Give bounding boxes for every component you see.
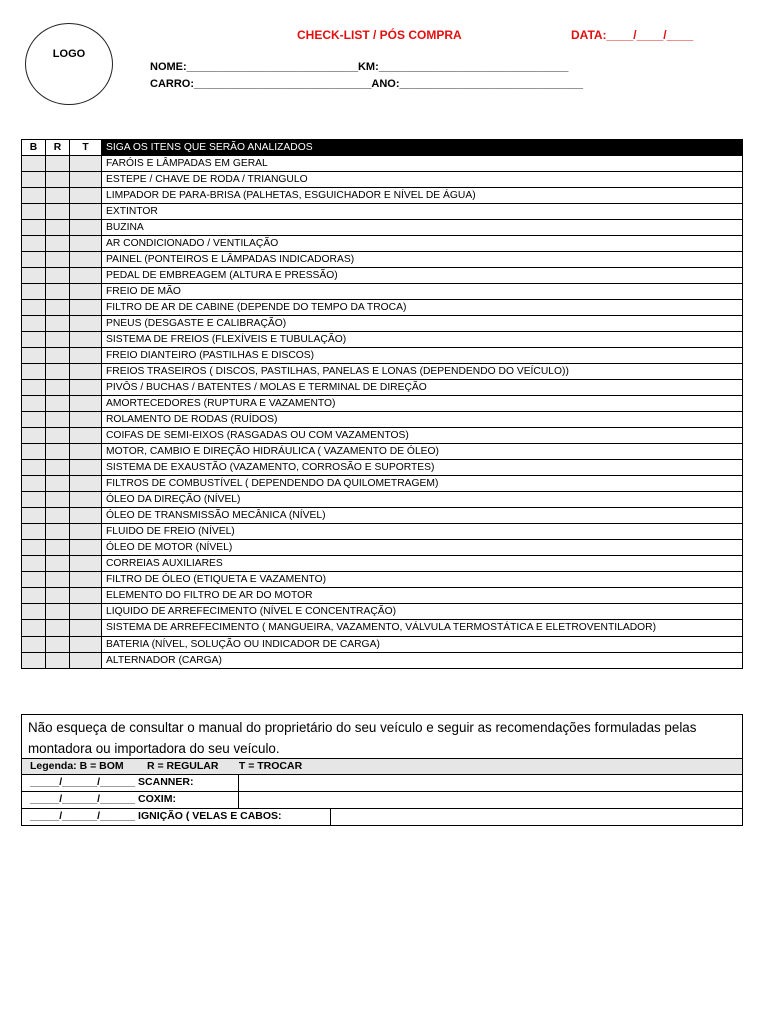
checkbox-t[interactable] [70, 316, 102, 332]
checkbox-b[interactable] [22, 204, 46, 220]
table-row [22, 220, 743, 236]
checkbox-r[interactable] [46, 460, 70, 476]
checkbox-r[interactable] [46, 220, 70, 236]
checkbox-t[interactable] [70, 637, 102, 653]
table-row [22, 444, 743, 460]
table-row [22, 460, 743, 476]
checkbox-t[interactable] [70, 236, 102, 252]
checkbox-b[interactable] [22, 332, 46, 348]
checkbox-r[interactable] [46, 348, 70, 364]
col-header-r: R [46, 140, 70, 156]
checklist-item-label: FILTRO DE AR DE CABINE (DEPENDE DO TEMPO DA TROCA) [102, 300, 743, 316]
checklist-item-label: SISTEMA DE ARREFECIMENTO ( MANGUEIRA, VAZAMENTO, VÁLVULA TERMOSTÁTICA E ELETROVENTILADOR) [102, 620, 743, 637]
checkbox-b[interactable] [22, 572, 46, 588]
table-row [22, 188, 743, 204]
table-row [22, 412, 743, 428]
checkbox-t[interactable] [70, 172, 102, 188]
checkbox-b[interactable] [22, 364, 46, 380]
checkbox-r[interactable] [46, 156, 70, 172]
checkbox-t[interactable] [70, 460, 102, 476]
checkbox-b[interactable] [22, 268, 46, 284]
checkbox-t[interactable] [70, 428, 102, 444]
checkbox-t[interactable] [70, 444, 102, 460]
table-row [22, 396, 743, 412]
checklist-item-label: FARÓIS E LÂMPADAS EM GERAL [102, 156, 743, 172]
checkbox-r[interactable] [46, 380, 70, 396]
checkbox-r[interactable] [46, 204, 70, 220]
checklist-item-label: AR CONDICIONADO / VENTILAÇÃO [102, 236, 743, 252]
checkbox-t[interactable] [70, 524, 102, 540]
table-row [22, 332, 743, 348]
checkbox-b[interactable] [22, 540, 46, 556]
checkbox-t[interactable] [70, 300, 102, 316]
checklist-item-label: BUZINA [102, 220, 743, 236]
col-header-t: T [70, 140, 102, 156]
checkbox-r[interactable] [46, 444, 70, 460]
checklist-item-label: ÓLEO DE MOTOR (NÍVEL) [102, 540, 743, 556]
checklist-item-label: AMORTECEDORES (RUPTURA E VAZAMENTO) [102, 396, 743, 412]
checklist-table [21, 139, 743, 669]
checkbox-b[interactable] [22, 508, 46, 524]
checkbox-b[interactable] [22, 172, 46, 188]
table-row [22, 604, 743, 620]
footer-row-scanner [21, 775, 743, 792]
checkbox-r[interactable] [46, 300, 70, 316]
checkbox-r[interactable] [46, 620, 70, 637]
table-row [22, 348, 743, 364]
checkbox-b[interactable] [22, 188, 46, 204]
footer-divider [330, 809, 331, 825]
checkbox-t[interactable] [70, 572, 102, 588]
checkbox-t[interactable] [70, 556, 102, 572]
checklist-item-label: FLUIDO DE FREIO (NÍVEL) [102, 524, 743, 540]
checklist-item-label: FILTROS DE COMBUSTÍVEL ( DEPENDENDO DA QUILOMETRAGEM) [102, 476, 743, 492]
checkbox-r[interactable] [46, 524, 70, 540]
table-row [22, 380, 743, 396]
table-row [22, 172, 743, 188]
checkbox-t[interactable] [70, 252, 102, 268]
checkbox-t[interactable] [70, 348, 102, 364]
checkbox-b[interactable] [22, 252, 46, 268]
checkbox-t[interactable] [70, 508, 102, 524]
table-row [22, 492, 743, 508]
checkbox-b[interactable] [22, 220, 46, 236]
checkbox-t[interactable] [70, 380, 102, 396]
checkbox-t[interactable] [70, 268, 102, 284]
checklist-item-label: SISTEMA DE EXAUSTÃO (VAZAMENTO, CORROSÃO E SUPORTES) [102, 460, 743, 476]
checkbox-b[interactable] [22, 428, 46, 444]
checklist-item-label: ELEMENTO DO FILTRO DE AR DO MOTOR [102, 588, 743, 604]
checklist-item-label: PIVÔS / BUCHAS / BATENTES / MOLAS E TERMINAL DE DIREÇÃO [102, 380, 743, 396]
checklist-item-label: CORREIAS AUXILIARES [102, 556, 743, 572]
checkbox-b[interactable] [22, 524, 46, 540]
legend: Legenda: B = BOM R = REGULAR T = TROCAR [21, 758, 743, 775]
checkbox-b[interactable] [22, 412, 46, 428]
page-title: CHECK-LIST / PÓS COMPRA [297, 28, 462, 42]
checkbox-r[interactable] [46, 508, 70, 524]
table-row [22, 524, 743, 540]
checkbox-t[interactable] [70, 492, 102, 508]
table-row [22, 428, 743, 444]
checkbox-b[interactable] [22, 556, 46, 572]
table-row [22, 556, 743, 572]
checkbox-t[interactable] [70, 476, 102, 492]
checkbox-t[interactable] [70, 653, 102, 669]
table-row [22, 236, 743, 252]
checklist-header-row [22, 140, 743, 156]
checklist-item-label: FREIOS TRASEIROS ( DISCOS, PASTILHAS, PANELAS E LONAS (DEPENDENDO DO VEÍCULO)) [102, 364, 743, 380]
checkbox-t[interactable] [70, 284, 102, 300]
checkbox-r[interactable] [46, 556, 70, 572]
checklist-item-label: ÓLEO DA DIREÇÃO (NÍVEL) [102, 492, 743, 508]
footer-row-ignicao [21, 809, 743, 826]
checkbox-t[interactable] [70, 156, 102, 172]
table-row [22, 476, 743, 492]
checklist-item-label: ALTERNADOR (CARGA) [102, 653, 743, 669]
date-field: DATA:____/____/____ [571, 28, 694, 42]
checklist-item-label: BATERIA (NÍVEL, SOLUÇÃO OU INDICADOR DE CARGA) [102, 637, 743, 653]
checkbox-b[interactable] [22, 492, 46, 508]
checkbox-b[interactable] [22, 620, 46, 637]
checkbox-t[interactable] [70, 188, 102, 204]
checkbox-t[interactable] [70, 588, 102, 604]
checkbox-b[interactable] [22, 444, 46, 460]
checkbox-r[interactable] [46, 540, 70, 556]
checkbox-r[interactable] [46, 396, 70, 412]
checklist-item-label: ÓLEO DE TRANSMISSÃO MECÂNICA (NÍVEL) [102, 508, 743, 524]
checklist-item-label: FREIO DIANTEIRO (PASTILHAS E DISCOS) [102, 348, 743, 364]
checkbox-r[interactable] [46, 428, 70, 444]
checkbox-b[interactable] [22, 284, 46, 300]
table-row [22, 252, 743, 268]
checkbox-r[interactable] [46, 236, 70, 252]
checkbox-t[interactable] [70, 364, 102, 380]
owner-manual-note: Não esqueça de consultar o manual do proprietário do seu veículo e seguir as recomendações formuladas pelas montadora ou importadora do seu veículo. [21, 714, 743, 759]
checkbox-r[interactable] [46, 332, 70, 348]
footer-label-coxim: _____/______/______ COXIM: [30, 793, 176, 805]
checkbox-r[interactable] [46, 412, 70, 428]
col-header-b: B [22, 140, 46, 156]
checklist-item-label: SISTEMA DE FREIOS (FLEXÍVEIS E TUBULAÇÃO) [102, 332, 743, 348]
checkbox-b[interactable] [22, 653, 46, 669]
checkbox-b[interactable] [22, 316, 46, 332]
table-row [22, 572, 743, 588]
table-row [22, 588, 743, 604]
checkbox-r[interactable] [46, 572, 70, 588]
checklist-item-label: ESTEPE / CHAVE DE RODA / TRIANGULO [102, 172, 743, 188]
checklist-item-label: FILTRO DE ÓLEO (ETIQUETA E VAZAMENTO) [102, 572, 743, 588]
checkbox-t[interactable] [70, 412, 102, 428]
checkbox-r[interactable] [46, 637, 70, 653]
logo-placeholder [25, 23, 113, 105]
checklist-item-label: ROLAMENTO DE RODAS (RUÍDOS) [102, 412, 743, 428]
checklist-item-label: COIFAS DE SEMI-EIXOS (RASGADAS OU COM VAZAMENTOS) [102, 428, 743, 444]
checklist-item-label: LIMPADOR DE PARA-BRISA (PALHETAS, ESGUICHADOR E NÍVEL DE ÁGUA) [102, 188, 743, 204]
checkbox-r[interactable] [46, 364, 70, 380]
checkbox-b[interactable] [22, 300, 46, 316]
checklist-item-label: PEDAL DE EMBREAGEM (ALTURA E PRESSÃO) [102, 268, 743, 284]
checkbox-b[interactable] [22, 604, 46, 620]
checkbox-t[interactable] [70, 332, 102, 348]
checklist-item-label: PAINEL (PONTEIROS E LÂMPADAS INDICADORAS) [102, 252, 743, 268]
table-row [22, 540, 743, 556]
table-row [22, 268, 743, 284]
checkbox-b[interactable] [22, 380, 46, 396]
checkbox-b[interactable] [22, 637, 46, 653]
table-row [22, 364, 743, 380]
checkbox-r[interactable] [46, 252, 70, 268]
table-row [22, 637, 743, 653]
checkbox-r[interactable] [46, 604, 70, 620]
checklist-item-label: PNEUS (DESGASTE E CALIBRAÇÃO) [102, 316, 743, 332]
footer-divider [238, 775, 239, 791]
checkbox-b[interactable] [22, 236, 46, 252]
col-header-items: SIGA OS ITENS QUE SERÃO ANALIZADOS [102, 140, 743, 156]
checklist-item-label: FREIO DE MÃO [102, 284, 743, 300]
logo-label: LOGO [52, 48, 86, 60]
car-year-line: CARRO:_____________________________ANO:______________________________ [150, 78, 584, 90]
checkbox-t[interactable] [70, 396, 102, 412]
checkbox-t[interactable] [70, 620, 102, 637]
table-row [22, 204, 743, 220]
checkbox-r[interactable] [46, 492, 70, 508]
checkbox-r[interactable] [46, 653, 70, 669]
checkbox-t[interactable] [70, 604, 102, 620]
table-row [22, 508, 743, 524]
checklist-item-label: LIQUIDO DE ARREFECIMENTO (NÍVEL E CONCENTRAÇÃO) [102, 604, 743, 620]
checkbox-b[interactable] [22, 348, 46, 364]
checkbox-t[interactable] [70, 220, 102, 236]
checkbox-r[interactable] [46, 268, 70, 284]
checkbox-b[interactable] [22, 476, 46, 492]
table-row [22, 284, 743, 300]
table-row [22, 156, 743, 172]
checkbox-r[interactable] [46, 188, 70, 204]
checkbox-r[interactable] [46, 316, 70, 332]
footer-row-coxim [21, 792, 743, 809]
checkbox-b[interactable] [22, 460, 46, 476]
table-row [22, 653, 743, 669]
footer-divider [238, 792, 239, 808]
checkbox-b[interactable] [22, 396, 46, 412]
table-row [22, 316, 743, 332]
table-row [22, 300, 743, 316]
checklist-item-label: MOTOR, CAMBIO E DIREÇÃO HIDRÁULICA ( VAZAMENTO DE ÓLEO) [102, 444, 743, 460]
footer-label-ignicao: _____/______/______ IGNIÇÃO ( VELAS E CABOS: [30, 810, 282, 822]
checkbox-t[interactable] [70, 204, 102, 220]
checkbox-b[interactable] [22, 156, 46, 172]
name-km-line: NOME:____________________________KM:_______________________________ [150, 61, 569, 73]
checkbox-r[interactable] [46, 284, 70, 300]
checkbox-r[interactable] [46, 476, 70, 492]
footer-label-scanner: _____/______/______ SCANNER: [30, 776, 194, 788]
checkbox-t[interactable] [70, 540, 102, 556]
checkbox-r[interactable] [46, 588, 70, 604]
table-row [22, 620, 743, 637]
checklist-item-label: EXTINTOR [102, 204, 743, 220]
checkbox-b[interactable] [22, 588, 46, 604]
checkbox-r[interactable] [46, 172, 70, 188]
